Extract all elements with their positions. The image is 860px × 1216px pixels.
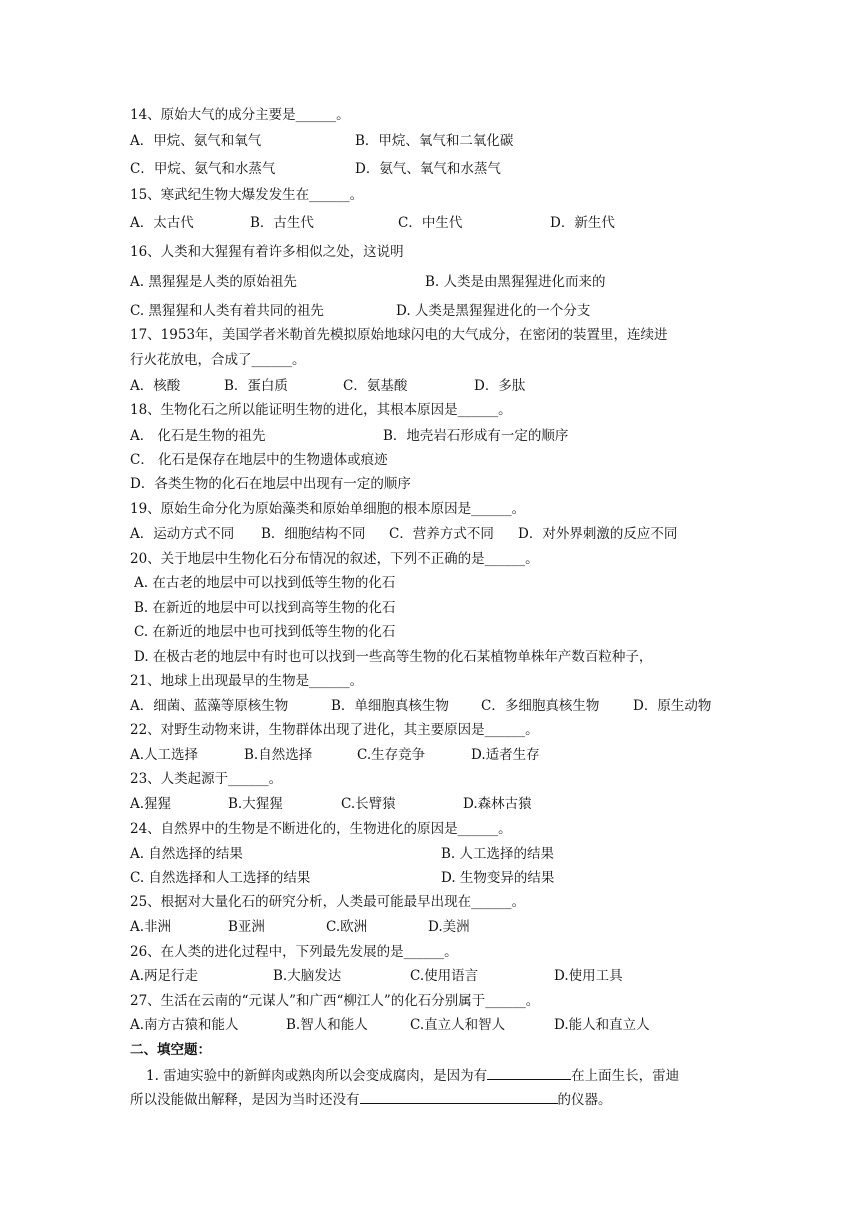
question-24-option-b: B. 人工选择的结果: [441, 846, 555, 862]
question-22-option-b: B.自然选择: [244, 747, 313, 763]
question-20-option-b: B. 在新近的地层中可以找到高等生物的化石: [134, 600, 396, 616]
fill-blank-1-text-d: 的仪器。: [557, 1092, 612, 1108]
question-23-option-d: D.森林古猿: [463, 796, 532, 812]
question-27-stem: 27、生活在云南的“元谋人”和广西“柳江人”的化石分别属于______。: [130, 993, 540, 1009]
question-18-option-d: D．各类生物的化石在地层中出现有一定的顺序: [130, 476, 411, 492]
question-16-option-b: B. 人类是由黑猩猩进化而来的: [425, 274, 606, 290]
question-23-option-a: A.猩猩: [130, 796, 172, 812]
question-26-option-d: D.使用工具: [554, 968, 623, 984]
question-14-option-b: B．甲烷、氧气和二氧化碳: [355, 133, 514, 149]
question-23-option-c: C.长臂猿: [341, 796, 396, 812]
question-20-option-a: A. 在古老的地层中可以找到低等生物的化石: [134, 575, 396, 591]
question-14-option-d: D．氨气、氧气和水蒸气: [355, 161, 501, 177]
question-25-stem: 25、根据对大量化石的研究分析，人类最可能最早出现在______。: [130, 894, 526, 910]
fill-blank-1-text-c: 所以没能做出解释，是因为当时还没有: [130, 1092, 360, 1108]
question-22-option-c: C.生存竞争: [357, 747, 426, 763]
question-23-option-b: B.大猩猩: [228, 796, 283, 812]
question-25-option-b: B亚洲: [228, 919, 265, 935]
question-22-option-a: A.人工选择: [130, 747, 199, 763]
question-24-option-c: C. 自然选择和人工选择的结果: [130, 870, 311, 886]
question-27-option-b: B.智人和能人: [286, 1017, 368, 1033]
question-26-stem: 26、在人类的进化过程中，下列最先发展的是______。: [130, 944, 458, 960]
question-24-stem: 24、自然界中的生物是不断进化的，生物进化的原因是______。: [130, 821, 512, 837]
question-20-option-d: D. 在极古老的地层中有时也可以找到一些高等生物的化石某植物单株年产数百粒种子，: [134, 649, 653, 665]
question-18-option-a: A． 化石是生物的祖先: [130, 428, 266, 444]
question-15-stem: 15、寒武纪生物大爆发发生在______。: [130, 187, 364, 203]
question-16-option-d: D. 人类是黑猩猩进化的一个分支: [396, 303, 591, 319]
question-22-stem: 22、对野生动物来讲，生物群体出现了进化，其主要原因是______。: [130, 722, 539, 738]
question-25-option-c: C.欧洲: [326, 919, 368, 935]
question-26-option-a: A.两足行走: [130, 968, 199, 984]
question-20-stem: 20、关于地层中生物化石分布情况的叙述，下列不正确的是______。: [130, 551, 539, 567]
question-14-option-a: A．甲烷、氨气和氧气: [130, 133, 262, 149]
question-17-option-d: D．多肽: [474, 378, 526, 394]
question-15-option-d: D．新生代: [550, 215, 615, 231]
question-19-option-d: D．对外界刺激的反应不同: [518, 526, 678, 542]
question-17-option-c: C．氨基酸: [343, 378, 408, 394]
question-21-option-a: A．细菌、蓝藻等原核生物: [130, 698, 289, 714]
question-17-option-a: A．核酸: [130, 378, 181, 394]
question-21-option-d: D．原生动物: [633, 698, 712, 714]
question-18-option-b: B．地壳岩石形成有一定的顺序: [383, 428, 569, 444]
question-14-option-c: C．甲烷、氨气和水蒸气: [130, 161, 276, 177]
question-21-option-b: B．单细胞真核生物: [331, 698, 449, 714]
question-21-option-c: C．多细胞真核生物: [481, 698, 600, 714]
fill-blank-1-text-b: 在上面生长，雷迪: [571, 1068, 680, 1084]
question-20-option-c: C. 在新近的地层中也可找到低等生物的化石: [134, 624, 396, 640]
question-16-option-a: A. 黑猩猩是人类的原始祖先: [130, 274, 297, 290]
question-19-stem: 19、原始生命分化为原始藻类和原始单细胞的根本原因是______。: [130, 501, 526, 517]
question-26-option-c: C.使用语言: [410, 968, 479, 984]
question-16-option-c: C. 黑猩猩和人类有着共同的祖先: [130, 303, 324, 319]
question-19-option-c: C．营养方式不同: [389, 526, 494, 542]
question-24-option-a: A. 自然选择的结果: [130, 846, 243, 862]
fill-blank-1-text-a: 1. 雷迪实验中的新鲜肉或熟肉所以会变成腐肉，是因为有: [146, 1068, 488, 1084]
question-15-option-b: B．古生代: [250, 215, 314, 231]
question-17-stem: 17、1953年，美国学者米勒首先模拟原始地球闪电的大气成分，在密闭的装置里，连续进: [130, 327, 668, 343]
question-19-option-a: A．运动方式不同: [130, 526, 235, 542]
question-19-option-b: B．细胞结构不同: [261, 526, 366, 542]
question-22-option-d: D.适者生存: [471, 747, 540, 763]
question-14-stem: 14、原始大气的成分主要是______。: [130, 107, 350, 123]
question-25-option-a: A.非洲: [130, 919, 172, 935]
question-18-stem: 18、生物化石之所以能证明生物的进化，其根本原因是______。: [130, 402, 512, 418]
question-21-stem: 21、地球上出现最早的生物是______。: [130, 673, 364, 689]
question-27-option-a: A.南方古猿和能人: [130, 1017, 239, 1033]
question-17-stem-cont: 行火花放电，合成了______。: [130, 352, 306, 368]
question-25-option-d: D.美洲: [428, 919, 470, 935]
question-27-option-d: D.能人和直立人: [554, 1017, 650, 1033]
question-16-stem: 16、人类和大猩猩有着许多相似之处，这说明: [130, 244, 404, 260]
question-15-option-a: A．太古代: [130, 215, 194, 231]
question-24-option-d: D. 生物变异的结果: [441, 870, 555, 886]
question-18-option-c: C． 化石是保存在地层中的生物遗体或痕迹: [130, 452, 388, 468]
fill-blank-1-line-2: [130, 1090, 612, 1108]
section-2-heading: 二、填空题：: [130, 1042, 211, 1058]
fill-blank-1-blank-a[interactable]: [487, 1066, 571, 1080]
question-26-option-b: B.大脑发达: [273, 968, 342, 984]
fill-blank-1-blank-b[interactable]: [360, 1090, 558, 1104]
question-27-option-c: C.直立人和智人: [410, 1017, 506, 1033]
fill-blank-1-line-1: [146, 1066, 679, 1084]
question-23-stem: 23、人类起源于______。: [130, 771, 283, 787]
question-15-option-c: C．中生代: [398, 215, 463, 231]
question-17-option-b: B．蛋白质: [224, 378, 288, 394]
